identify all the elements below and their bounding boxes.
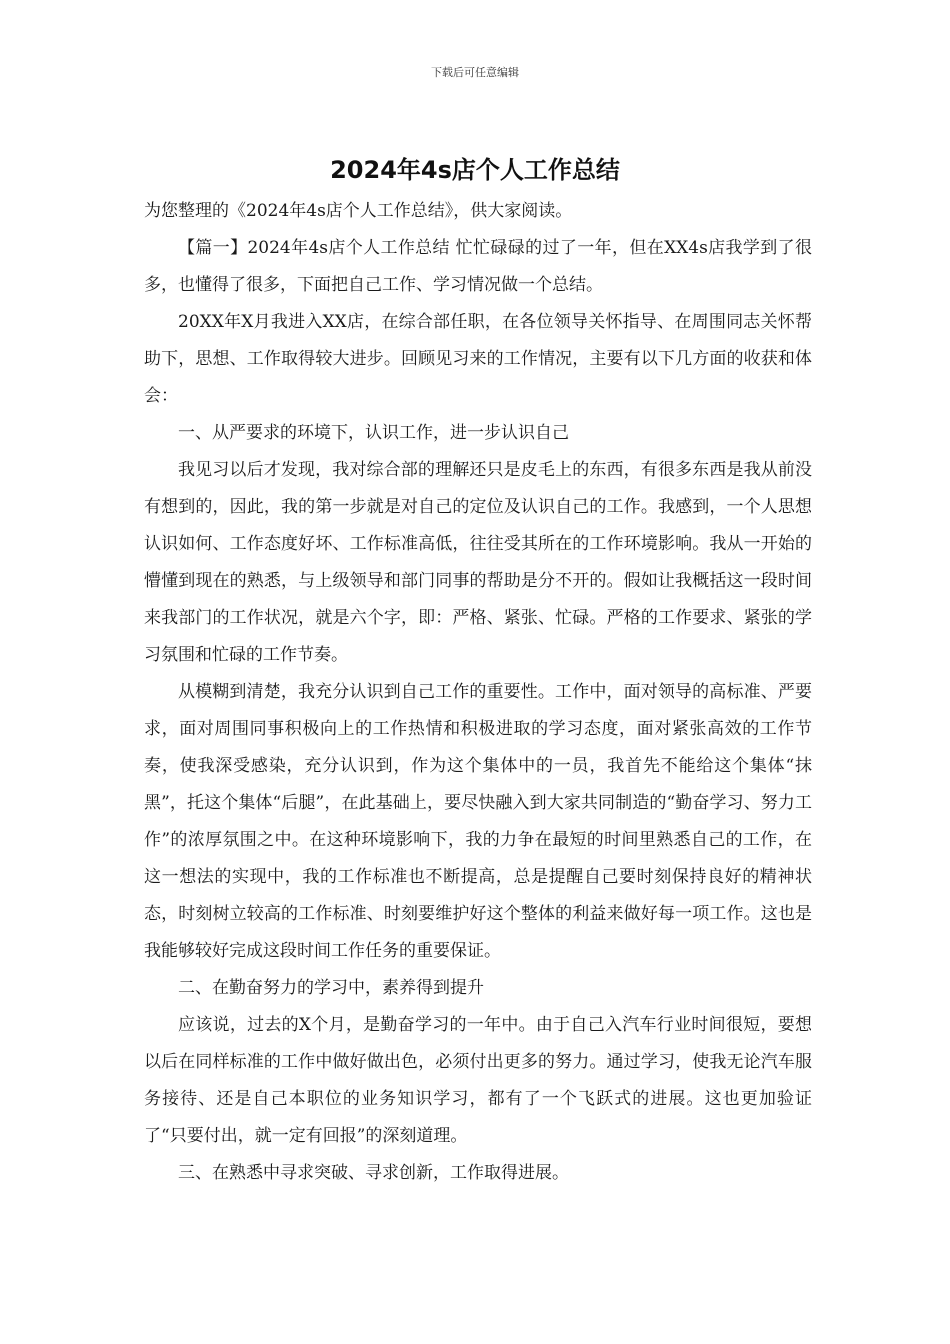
body-paragraph: 从模糊到清楚，我充分认识到自己工作的重要性。工作中，面对领导的高标准、严要求，面对周围同事积极向上的工作热情和积极进取的学习态度，面对紧张高效的工作节奏，使我深受感染，充分认识到，作为这个集体中的一员，我首先不能给这个集体“抹黑”，托这个集体“后腿”，在此基础上，要尽快融入到大家共同制造的“勤奋学习、努力工作”的浓厚氛围之中。在这种环境影响下，我的力争在最短的时间里熟悉自己的工作，在这一想法的实现中，我的工作标准也不断提高，总是提醒自己要时刻保持良好的精神状态，时刻树立较高的工作标准、时刻要维护好这个整体的利益来做好每一项工作。这也是我能够较好完成这段时间工作任务的重要保证。 <box>144 682 812 961</box>
section-heading: 三、在熟悉中寻求突破、寻求创新，工作取得进展。 <box>178 1163 569 1183</box>
body-paragraph: 20XX年X月我进入XX店，在综合部任职，在各位领导关怀指导、在周围同志关怀帮助下，思想、工作取得较大进步。回顾见习来的工作情况，主要有以下几方面的收获和体会： <box>144 312 812 406</box>
body-paragraph: 应该说，过去的X个月，是勤奋学习的一年中。由于自己入汽车行业时间很短，要想以后在同样标准的工作中做好做出色，必须付出更多的努力。通过学习，使我无论汽车服务接待、还是自己本职位的业务知识学习，都有了一个飞跃式的进展。这也更加验证了“只要付出，就一定有回报”的深刻道理。 <box>144 1015 812 1146</box>
header-note: 下载后可任意编辑 <box>431 66 519 79</box>
intro-paragraph: 为您整理的《2024年4s店个人工作总结》，供大家阅读。 <box>144 201 573 221</box>
body-paragraph: 我见习以后才发现，我对综合部的理解还只是皮毛上的东西，有很多东西是我从前没有想到的，因此，我的第一步就是对自己的定位及认识自己的工作。我感到，一个人思想认识如何、工作态度好坏、工作标准高低，往往受其所在的工作环境影响。我从一开始的懵懂到现在的熟悉，与上级领导和部门同事的帮助是分不开的。假如让我概括这一段时间来我部门的工作状况，就是六个字，即：严格、紧张、忙碌。严格的工作要求、紧张的学习氛围和忙碌的工作节奏。 <box>144 460 812 665</box>
section-heading: 二、在勤奋努力的学习中，素养得到提升 <box>178 978 484 998</box>
section-heading: 一、从严要求的环境下，认识工作，进一步认识自己 <box>178 423 569 443</box>
body-paragraph: 【篇一】2024年4s店个人工作总结 忙忙碌碌的过了一年，但在XX4s店我学到了很多，也懂得了很多，下面把自己工作、学习情况做一个总结。 <box>144 238 812 295</box>
document-title: 2024年4s店个人工作总结 <box>330 156 620 184</box>
document-body <box>144 193 812 1192</box>
